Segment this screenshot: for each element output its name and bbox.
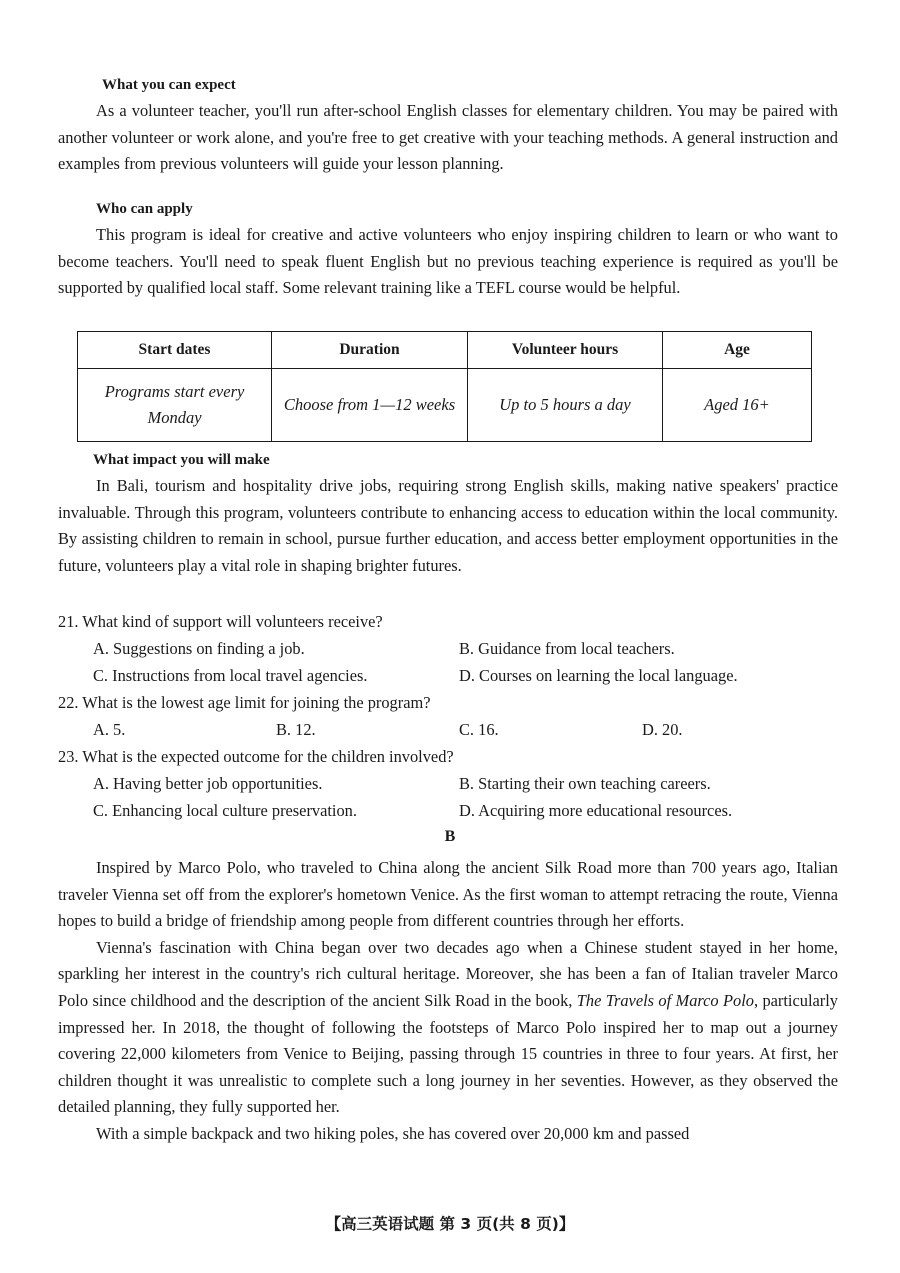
program-info-table bbox=[77, 331, 812, 442]
expect-paragraph: As a volunteer teacher, you'll run after-school English classes for elementary children. You may be paired with another volunteer or work alone, and you're free to get creative with your teaching methods. A general instruction and examples from previous volunteers will guide your lesson planning. bbox=[58, 101, 838, 174]
expect-heading: What you can expect bbox=[102, 77, 236, 93]
impact-section bbox=[58, 447, 838, 579]
table-header-row bbox=[78, 332, 812, 369]
impact-heading: What impact you will make bbox=[93, 452, 270, 468]
table-cell-start-dates: Programs start every Monday bbox=[78, 369, 272, 442]
expect-section bbox=[58, 72, 838, 178]
question-21 bbox=[58, 608, 838, 689]
table-header-start-dates: Start dates bbox=[78, 332, 272, 369]
option-c: C. Instructions from local travel agencies. bbox=[93, 666, 368, 685]
questions-section bbox=[58, 608, 838, 824]
passage-b-paragraph-2 bbox=[58, 935, 838, 1121]
option-a: A. Having better job opportunities. bbox=[93, 774, 323, 793]
options-row bbox=[58, 662, 838, 689]
paragraph-2-part-1: Vienna's fascination with China began over two decades ago when a Chinese student stayed in her home, sparkling her interest in the country's rich cultural heritage. Moreover, she has been a fan of Italian traveler Marco Polo since childhood and the description of the ancient Silk Road in the book, bbox=[58, 937, 838, 1010]
options-row bbox=[58, 635, 838, 662]
table-cell-duration: Choose from 1—12 weeks bbox=[272, 369, 468, 442]
option-d: D. Acquiring more educational resources. bbox=[459, 801, 733, 820]
table-header-age: Age bbox=[663, 332, 812, 369]
table-cell-volunteer-hours: Up to 5 hours a day bbox=[468, 369, 663, 442]
option-a: A. Suggestions on finding a job. bbox=[93, 639, 305, 658]
question-23 bbox=[58, 743, 838, 824]
table-cell-age: Aged 16+ bbox=[663, 369, 812, 442]
table-header-duration: Duration bbox=[272, 332, 468, 369]
section-b-text bbox=[58, 855, 838, 1148]
page-footer: 【高三英语试题 第 3 页(共 8 页)】 bbox=[325, 1215, 575, 1233]
option-c: C. Enhancing local culture preservation. bbox=[93, 801, 357, 820]
paragraph-2-part-2: , particularly impressed her. In 2018, the thought of following the footsteps of Marco Polo inspired her to map out a journey covering 22,000 kilometers from Venice to Beijing, passing through 15 countries in three to four years. At first, her children thought it was unrealistic to complete such a long journey in her seventies. However, as they observed the detailed planning, they fully supported her. bbox=[58, 990, 838, 1117]
apply-paragraph: This program is ideal for creative and active volunteers who enjoy inspiring children to learn or who want to become teachers. You'll need to speak fluent English but no previous teaching experience is required as you'll be supported by qualified local staff. Some relevant training like a TEFL course would be helpful. bbox=[58, 225, 838, 298]
option-b: B. 12. bbox=[276, 720, 316, 739]
table-header-volunteer-hours: Volunteer hours bbox=[468, 332, 663, 369]
options-row bbox=[58, 770, 838, 797]
table-row bbox=[78, 369, 812, 442]
option-a: A. 5. bbox=[93, 720, 126, 739]
impact-paragraph: In Bali, tourism and hospitality drive jobs, requiring strong English skills, making native speakers' practice invaluable. Through this program, volunteers contribute to enhancing access to education within the local community. By assisting children to remain in school, pursue further education, and access better employment opportunities in the future, volunteers play a vital role in shaping brighter futures. bbox=[58, 476, 838, 575]
question-stem: 23. What is the expected outcome for the children involved? bbox=[58, 747, 454, 766]
option-b: B. Starting their own teaching careers. bbox=[459, 774, 711, 793]
options-row bbox=[58, 716, 838, 743]
passage-b-paragraph-3: With a simple backpack and two hiking poles, she has covered over 20,000 km and passed bbox=[96, 1123, 690, 1143]
option-d: D. Courses on learning the local language. bbox=[459, 666, 738, 685]
option-b: B. Guidance from local teachers. bbox=[459, 639, 675, 658]
question-stem: 22. What is the lowest age limit for joining the program? bbox=[58, 693, 431, 712]
book-title: The Travels of Marco Polo bbox=[576, 990, 754, 1010]
option-d: D. 20. bbox=[642, 720, 683, 739]
question-22 bbox=[58, 689, 838, 743]
options-row bbox=[58, 797, 838, 824]
passage-b-paragraph-1: Inspired by Marco Polo, who traveled to China along the ancient Silk Road more than 700 years ago, Italian traveler Vienna set off from the explorer's hometown Venice. As the first woman to attempt retracing the route, Vienna hopes to build a bridge of friendship among people from different countries through her efforts. bbox=[58, 858, 838, 931]
question-stem: 21. What kind of support will volunteers receive? bbox=[58, 612, 383, 631]
section-b-label: B bbox=[444, 828, 456, 845]
apply-section bbox=[58, 196, 838, 302]
option-c: C. 16. bbox=[459, 720, 499, 739]
apply-heading: Who can apply bbox=[96, 201, 193, 217]
